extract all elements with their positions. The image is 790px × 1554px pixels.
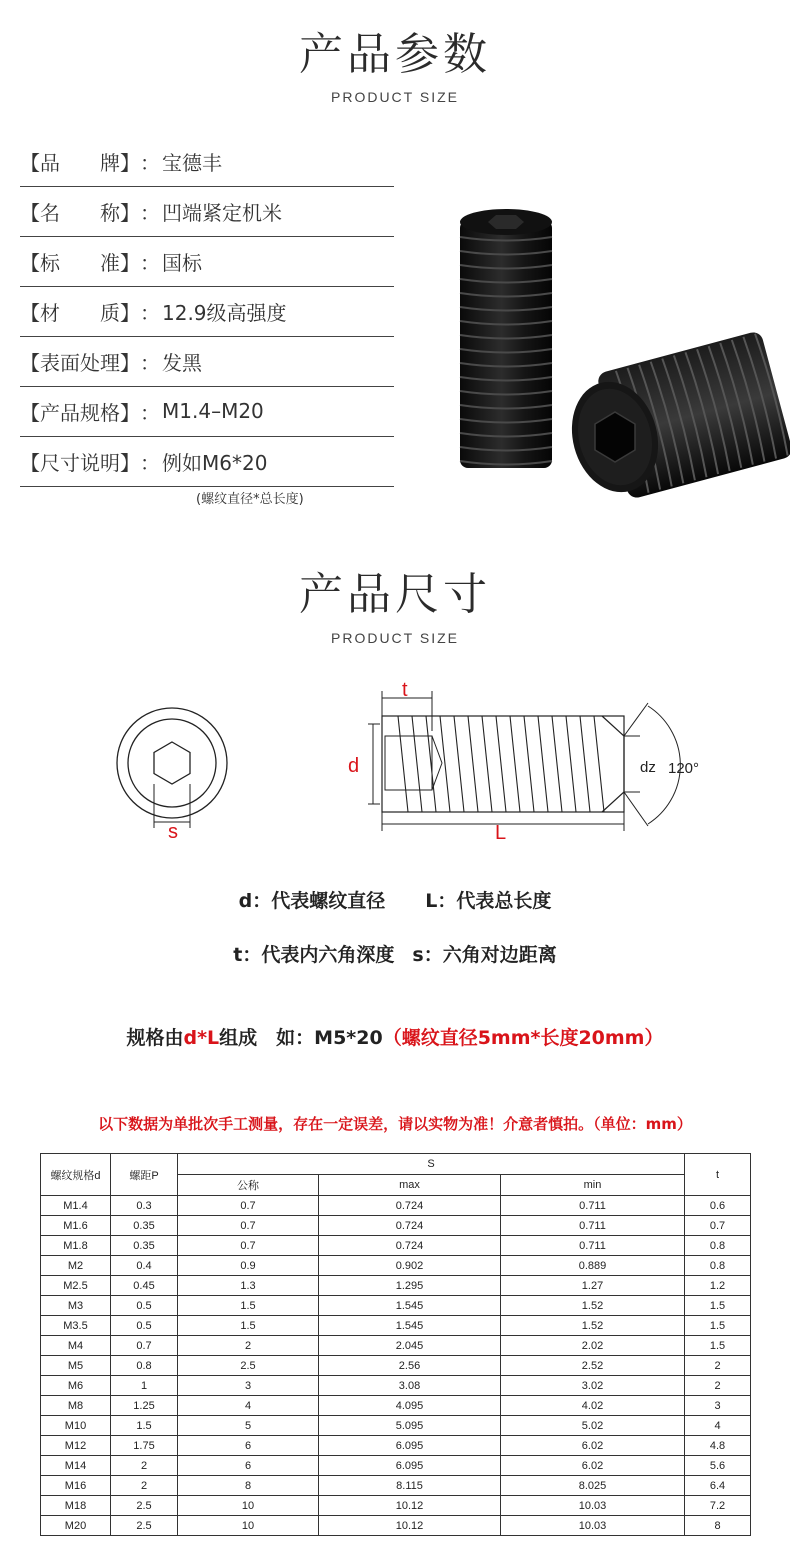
cell-min: 6.02: [501, 1456, 685, 1476]
legend-s: s：六角对边距离: [412, 944, 557, 966]
cell-nominal: 2: [178, 1336, 319, 1356]
cell-nominal: 2.5: [178, 1356, 319, 1376]
spec-key-start: 【尺寸说明】: [20, 450, 140, 475]
cell-spec: M8: [41, 1396, 111, 1416]
spec-value: M1.4–M20: [162, 399, 264, 423]
cell-nominal: 1.5: [178, 1316, 319, 1336]
cell-min: 2.52: [501, 1356, 685, 1376]
spec-key: [20, 147, 140, 176]
cell-pitch: 0.8: [111, 1356, 178, 1376]
cell-min: 4.02: [501, 1396, 685, 1416]
cell-t: 4: [685, 1416, 751, 1436]
legend-line-1: [0, 886, 790, 913]
cell-spec: M3.5: [41, 1316, 111, 1336]
end-view-diagram: [110, 700, 250, 845]
inner-circle: [128, 719, 216, 807]
cell-spec: M2: [41, 1256, 111, 1276]
spec-key: [20, 247, 140, 276]
cell-spec: M5: [41, 1356, 111, 1376]
cell-nominal: 0.9: [178, 1256, 319, 1276]
table-row: [41, 1196, 751, 1216]
cell-spec: M18: [41, 1496, 111, 1516]
table-row: [41, 1476, 751, 1496]
table-row: [41, 1496, 751, 1516]
cell-spec: M1.4: [41, 1196, 111, 1216]
cell-min: 1.52: [501, 1316, 685, 1336]
spec-separator: ：: [140, 250, 160, 275]
spec-key: [20, 197, 140, 226]
cell-max: 8.115: [319, 1476, 501, 1496]
table-row: [41, 1416, 751, 1436]
cell-max: 0.724: [319, 1196, 501, 1216]
spec-key-start: 【品: [20, 150, 60, 175]
cell-max: 6.095: [319, 1456, 501, 1476]
cell-spec: M14: [41, 1456, 111, 1476]
cell-t: 1.2: [685, 1276, 751, 1296]
label-angle: 120°: [668, 760, 700, 777]
cell-spec: M1.6: [41, 1216, 111, 1236]
cell-min: 0.711: [501, 1236, 685, 1256]
cell-t: 3: [685, 1396, 751, 1416]
table-row: [41, 1396, 751, 1416]
cell-min: 10.03: [501, 1496, 685, 1516]
cell-nominal: 10: [178, 1516, 319, 1536]
screw-body-outline: [382, 716, 624, 812]
cell-spec: M12: [41, 1436, 111, 1456]
example-part1: 规格由: [126, 1027, 184, 1049]
section-title-size: 产品尺寸: [299, 569, 491, 620]
cell-nominal: 0.7: [178, 1216, 319, 1236]
spec-separator: ：: [140, 400, 160, 425]
spec-key-end: 质】: [100, 300, 140, 325]
spec-separator: ：: [140, 300, 160, 325]
spec-value: 国标: [162, 250, 202, 275]
cell-t: 8: [685, 1516, 751, 1536]
header-nominal: 公称: [178, 1175, 319, 1196]
cell-nominal: 4: [178, 1396, 319, 1416]
cell-pitch: 0.35: [111, 1216, 178, 1236]
cell-nominal: 1.5: [178, 1296, 319, 1316]
header-s: S: [178, 1154, 685, 1175]
cell-t: 2: [685, 1376, 751, 1396]
spec-row: [20, 286, 394, 337]
spec-separator: ：: [140, 200, 160, 225]
spec-row: [20, 186, 394, 237]
cell-max: 0.724: [319, 1236, 501, 1256]
cell-nominal: 8: [178, 1476, 319, 1496]
cell-nominal: 0.7: [178, 1196, 319, 1216]
spec-note: (螺纹直径*总长度): [196, 492, 304, 507]
spec-row: [20, 386, 394, 437]
example-formula: d*L: [183, 1027, 220, 1049]
section-title-params: 产品参数: [299, 29, 491, 80]
label-d: d: [348, 755, 360, 777]
table-row: [41, 1276, 751, 1296]
cell-pitch: 0.45: [111, 1276, 178, 1296]
cell-max: 2.56: [319, 1356, 501, 1376]
hex-socket-section: [385, 736, 432, 790]
spec-key: [20, 297, 140, 326]
spec-row: [20, 336, 394, 387]
cell-max: 3.08: [319, 1376, 501, 1396]
table-row: [41, 1516, 751, 1536]
cell-min: 2.02: [501, 1336, 685, 1356]
header-pitch: 螺距P: [111, 1154, 178, 1196]
spec-key-start: 【名: [20, 200, 60, 225]
label-L: L: [495, 822, 507, 844]
cell-min: 0.711: [501, 1196, 685, 1216]
table-row: [41, 1376, 751, 1396]
table-row: [41, 1296, 751, 1316]
cell-pitch: 0.4: [111, 1256, 178, 1276]
spec-value: 凹端紧定机米: [162, 200, 282, 225]
cell-max: 6.095: [319, 1436, 501, 1456]
cell-t: 0.8: [685, 1256, 751, 1276]
spec-example: [0, 1023, 790, 1050]
size-table: [40, 1153, 751, 1536]
cell-t: 6.4: [685, 1476, 751, 1496]
spec-value: 例如M6*20: [162, 450, 268, 475]
cell-max: 1.295: [319, 1276, 501, 1296]
label-s: s: [168, 821, 178, 843]
socket-cone-top: [432, 736, 442, 763]
cell-t: 2: [685, 1356, 751, 1376]
table-row: [41, 1216, 751, 1236]
legend-d: d：代表螺纹直径: [238, 890, 386, 912]
spec-row: [20, 436, 394, 487]
side-view-diagram: [340, 676, 740, 851]
thread-lines: [398, 716, 604, 812]
cell-pitch: 0.3: [111, 1196, 178, 1216]
label-dz: dz: [640, 759, 656, 776]
measurement-notice: 以下数据为单批次手工测量，存在一定误差，请以实物为准！介意者慎拍。（单位：mm）: [98, 1115, 692, 1133]
header-t: t: [685, 1154, 751, 1196]
header-max: max: [319, 1175, 501, 1196]
spec-value: 12.9级高强度: [162, 300, 287, 325]
spec-key-start: 【产品规格】: [20, 400, 140, 425]
table-row: [41, 1336, 751, 1356]
legend-L: L：代表总长度: [425, 890, 552, 912]
cell-pitch: 2.5: [111, 1496, 178, 1516]
cell-pitch: 0.35: [111, 1236, 178, 1256]
cell-min: 1.27: [501, 1276, 685, 1296]
cell-pitch: 1.25: [111, 1396, 178, 1416]
outer-circle: [117, 708, 227, 818]
cell-min: 5.02: [501, 1416, 685, 1436]
cell-t: 0.8: [685, 1236, 751, 1256]
spec-separator: ：: [140, 150, 160, 175]
cell-max: 5.095: [319, 1416, 501, 1436]
section-subtitle-params: PRODUCT SIZE: [331, 89, 459, 105]
spec-key-start: 【表面处理】: [20, 350, 140, 375]
cell-spec: M2.5: [41, 1276, 111, 1296]
cell-t: 5.6: [685, 1456, 751, 1476]
legend-t: t：代表内六角深度: [233, 944, 395, 966]
section-subtitle-size: PRODUCT SIZE: [331, 630, 459, 646]
cell-nominal: 0.7: [178, 1236, 319, 1256]
cell-pitch: 0.7: [111, 1336, 178, 1356]
table-row: [41, 1236, 751, 1256]
cell-pitch: 1.5: [111, 1416, 178, 1436]
cell-nominal: 3: [178, 1376, 319, 1396]
cell-max: 4.095: [319, 1396, 501, 1416]
cell-spec: M16: [41, 1476, 111, 1496]
table-row: [41, 1436, 751, 1456]
header-thread-spec: 螺纹规格d: [41, 1154, 111, 1196]
cell-pitch: 0.5: [111, 1296, 178, 1316]
table-row: [41, 1456, 751, 1476]
cell-t: 1.5: [685, 1336, 751, 1356]
cell-t: 0.6: [685, 1196, 751, 1216]
label-t: t: [402, 679, 408, 701]
cup-point: [602, 716, 624, 812]
cell-min: 8.025: [501, 1476, 685, 1496]
angle-leg-bottom: [624, 792, 648, 826]
cell-max: 0.724: [319, 1216, 501, 1236]
spec-key: [20, 397, 140, 426]
screw-horizontal: [560, 330, 790, 502]
cell-pitch: 2.5: [111, 1516, 178, 1536]
cell-max: 1.545: [319, 1296, 501, 1316]
table-row: [41, 1356, 751, 1376]
table-row: [41, 1316, 751, 1336]
cell-min: 6.02: [501, 1436, 685, 1456]
header-min: min: [501, 1175, 685, 1196]
cell-t: 0.7: [685, 1216, 751, 1236]
cell-max: 0.902: [319, 1256, 501, 1276]
cell-nominal: 1.3: [178, 1276, 319, 1296]
cell-t: 7.2: [685, 1496, 751, 1516]
cell-spec: M3: [41, 1296, 111, 1316]
example-part3: 组成 如：M5*20: [219, 1027, 383, 1049]
spec-row: [20, 236, 394, 287]
cell-spec: M6: [41, 1376, 111, 1396]
spec-key-start: 【材: [20, 300, 60, 325]
product-photo: [430, 205, 790, 505]
spec-row: [20, 136, 394, 187]
spec-key: [20, 447, 140, 476]
spec-value: 宝德丰: [162, 150, 222, 175]
cell-nominal: 10: [178, 1496, 319, 1516]
cell-spec: M1.8: [41, 1236, 111, 1256]
cell-t: 1.5: [685, 1296, 751, 1316]
spec-key-end: 准】: [100, 250, 140, 275]
cell-nominal: 5: [178, 1416, 319, 1436]
cell-pitch: 1.75: [111, 1436, 178, 1456]
cell-t: 4.8: [685, 1436, 751, 1456]
cell-min: 0.711: [501, 1216, 685, 1236]
spec-key-end: 牌】: [100, 150, 140, 175]
spec-key: [20, 347, 140, 376]
cell-t: 1.5: [685, 1316, 751, 1336]
spec-value: 发黑: [162, 350, 202, 375]
cell-min: 10.03: [501, 1516, 685, 1536]
angle-leg-top: [624, 703, 648, 736]
cell-pitch: 2: [111, 1476, 178, 1496]
cell-pitch: 0.5: [111, 1316, 178, 1336]
cell-min: 3.02: [501, 1376, 685, 1396]
legend-line-2: [0, 940, 790, 967]
spec-key-start: 【标: [20, 250, 60, 275]
cell-nominal: 6: [178, 1436, 319, 1456]
hex-socket: [154, 742, 190, 784]
spec-key-end: 称】: [100, 200, 140, 225]
cell-spec: M4: [41, 1336, 111, 1356]
spec-separator: ：: [140, 450, 160, 475]
spec-separator: ：: [140, 350, 160, 375]
cell-nominal: 6: [178, 1456, 319, 1476]
cell-min: 0.889: [501, 1256, 685, 1276]
cell-max: 10.12: [319, 1496, 501, 1516]
cell-min: 1.52: [501, 1296, 685, 1316]
cell-max: 2.045: [319, 1336, 501, 1356]
cell-pitch: 1: [111, 1376, 178, 1396]
cell-pitch: 2: [111, 1456, 178, 1476]
cell-spec: M10: [41, 1416, 111, 1436]
screw-vertical: [460, 209, 552, 468]
example-detail: （螺纹直径5mm*长度20mm）: [382, 1027, 664, 1049]
cell-spec: M20: [41, 1516, 111, 1536]
cell-max: 10.12: [319, 1516, 501, 1536]
cell-max: 1.545: [319, 1316, 501, 1336]
table-row: [41, 1256, 751, 1276]
